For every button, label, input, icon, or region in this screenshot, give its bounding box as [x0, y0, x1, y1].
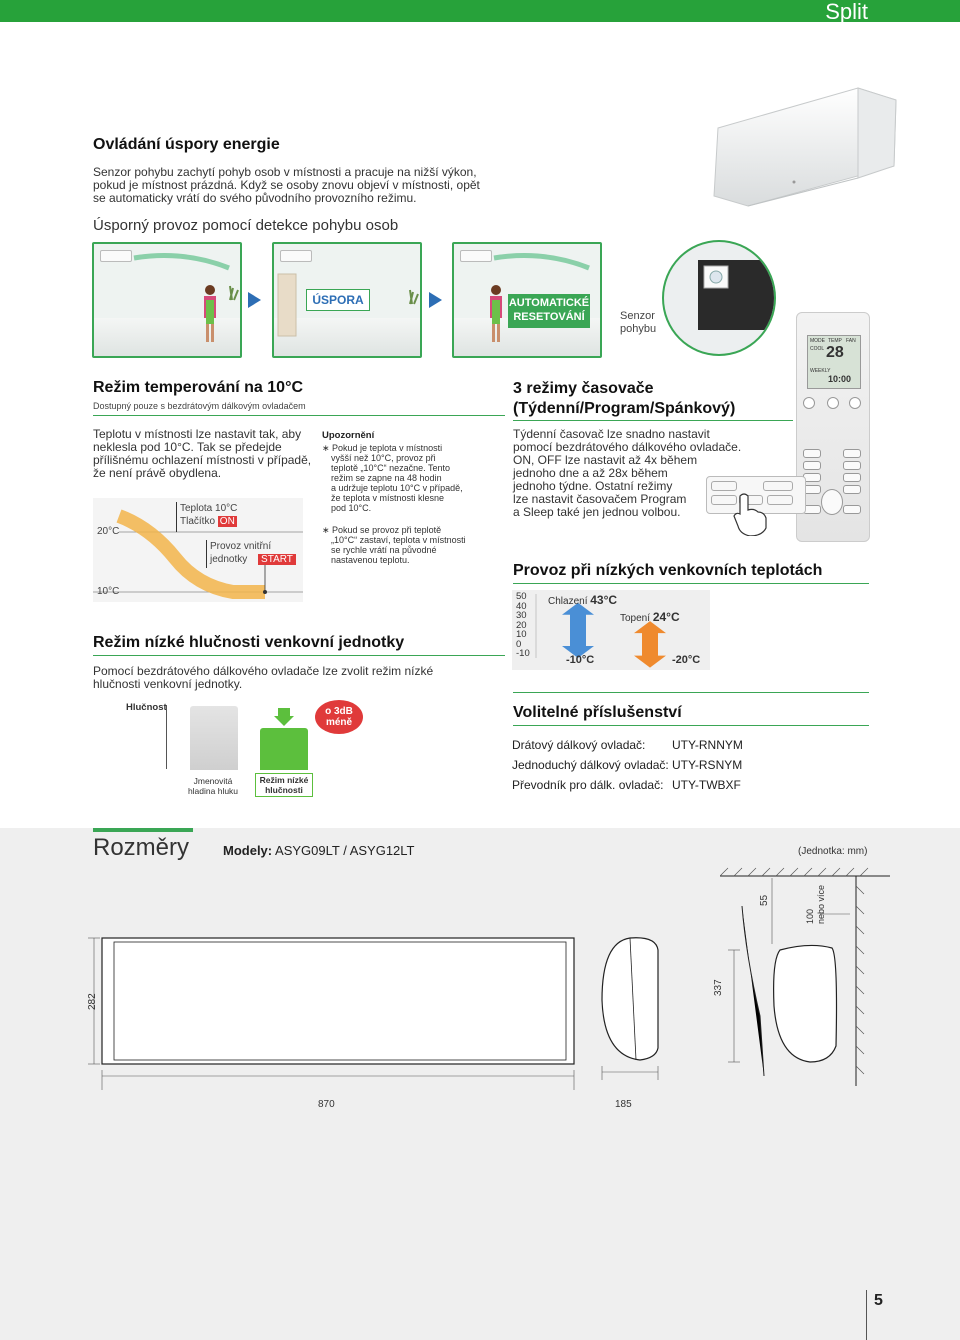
- heating10-title: Režim temperování na 10°C: [93, 379, 304, 396]
- warning-line: že teplota v místnosti klesne: [331, 493, 445, 503]
- arrow-right-icon: [248, 292, 261, 308]
- low-noise-desc-line: hlučnosti venkovní jednotky.: [93, 677, 243, 691]
- heat-max: 24°C: [652, 610, 680, 624]
- arrow-right-icon: [429, 292, 442, 308]
- warning-line: nastavenou teplotu.: [331, 555, 410, 565]
- remote-clock: 10:00: [828, 374, 852, 384]
- remote-fan: FAN: [846, 338, 856, 344]
- remote-weekly: WEEKLY: [810, 368, 831, 374]
- indoor-unit-image: [708, 78, 898, 213]
- down-arrow-icon: [274, 708, 294, 726]
- heating10-desc-line: přílišnému ochlazení místnosti v případě,: [93, 453, 312, 467]
- heating10-desc-line: Teplotu v místnosti lze nastavit tak, aby: [93, 427, 302, 441]
- dim-width: 870: [318, 1099, 335, 1110]
- cool-min: -10°C: [566, 654, 595, 666]
- warning-line: teplotě „10°C“ nezačne. Tento: [331, 463, 451, 473]
- low-noise-label: [255, 773, 313, 797]
- remote-temp: TEMP: [828, 338, 842, 344]
- timer-title-line: (Týdenní/Program/Spánkový): [513, 400, 736, 417]
- low-noise-label-line: hlučnosti: [265, 785, 303, 795]
- divider: [513, 420, 793, 421]
- badge-line: méně: [325, 717, 353, 728]
- divider: [93, 415, 505, 416]
- models-value: ASYG09LT / ASYG12LT: [275, 843, 415, 858]
- energy-desc-line: pokud je místnost prázdná. Když se osoby znovu objeví v místnosti, opět: [93, 178, 480, 192]
- timer-desc-line: ON, OFF lze nastavit až 4x během: [513, 453, 698, 467]
- front-view-drawing: [84, 930, 584, 1120]
- low-noise-title: Režim nízké hlučnosti venkovní jednotky: [93, 634, 405, 651]
- low-temp-title: Provoz při nízkých venkovních teplotách: [513, 562, 823, 579]
- timer-title: [513, 379, 735, 419]
- heat-min: -20°C: [672, 654, 701, 666]
- warning-line: pod 10°C.: [331, 503, 372, 513]
- warning-line: „10°C“ zastaví, teplota v místnosti: [331, 535, 466, 545]
- header-bar: [0, 0, 960, 22]
- models-line: [223, 843, 415, 858]
- motion-sensor-closeup: [662, 240, 776, 356]
- nominal-noise-bar: [190, 706, 238, 770]
- tick-label: 30: [516, 610, 527, 621]
- remote-mode: MODE: [810, 338, 825, 344]
- remote-control-image: [796, 312, 870, 542]
- dim-depth: 185: [615, 1099, 632, 1110]
- run-label-line: Provoz vnitřní: [210, 541, 272, 552]
- remote-display: MODE TEMP FAN COOL 28 WEEKLY 10:00: [807, 335, 861, 389]
- accessories-list: [512, 735, 743, 795]
- warning-line: ∗ Pokud je teplota v místnosti: [322, 443, 443, 453]
- warning-line: vyšší než 10°C, provoz při: [331, 453, 436, 463]
- list-item: Převodník pro dálk. ovladač: UTY-TWBXF: [512, 778, 741, 792]
- sensor-label-line: Senzor: [620, 310, 655, 322]
- brand-title: Split: [825, 0, 868, 24]
- dim-side-gap-line: 100: [805, 908, 815, 924]
- dim-side-gap: [805, 885, 827, 924]
- auto-reset-line: AUTOMATICKÉ: [508, 297, 590, 309]
- divider: [513, 692, 869, 693]
- heating10-desc-line: že není právě obydlena.: [93, 466, 222, 480]
- tick-label: 50: [516, 591, 527, 602]
- tick-label: 0: [516, 638, 522, 650]
- timer-desc: [513, 428, 753, 519]
- sensor-label-line: pohybu: [620, 323, 657, 335]
- cool-label: Chlazení 43°C: [548, 593, 618, 607]
- low-noise-desc: [93, 665, 493, 691]
- run-label-line: jednotky: [210, 554, 248, 565]
- list-item: Jednoduchý dálkový ovladač: UTY-RSNYM: [512, 758, 743, 772]
- temp-label-box: [176, 502, 240, 532]
- warning-text-2: [322, 525, 492, 565]
- heat-label: Topení 24°C: [620, 610, 680, 624]
- divider: [513, 583, 869, 584]
- auto-reset-label: [508, 294, 590, 328]
- low-noise-desc-line: Pomocí bezdrátového dálkového ovladače lze zvolit režim nízké: [93, 664, 434, 678]
- heating10-desc-line: neklesla pod 10°C. Tak se předejde: [93, 440, 282, 454]
- timer-desc-line: Týdenní časovač lze snadno nastavit: [513, 427, 710, 441]
- warning-title: Upozornění: [322, 430, 375, 441]
- remote-cool: COOL: [810, 346, 825, 352]
- low-noise-label-line: Režim nízké: [259, 775, 309, 785]
- timer-title-line: 3 režimy časovače: [513, 380, 654, 397]
- dim-side-gap-line: nebo více: [816, 884, 826, 924]
- saving-label: ÚSPORA: [306, 289, 370, 311]
- operating-range-chart: [512, 590, 710, 670]
- tick-label: -10: [516, 648, 530, 659]
- nominal-label-line: hladina hluku: [187, 786, 239, 796]
- tick-label: 40: [516, 600, 527, 612]
- timer-desc-line: pomocí bezdrátového dálkového ovladače.: [513, 440, 742, 454]
- section-accent: [93, 828, 193, 832]
- start-badge: START: [258, 554, 296, 565]
- energy-desc-line: Senzor pohybu zachytí pohyb osob v místnosti a pracuje na nižší výkon,: [93, 165, 477, 179]
- timer-desc-line: jednoho dne a až 28x během: [513, 466, 668, 480]
- sensor-label: [620, 310, 656, 336]
- warning-line: ∗ Pokud se provoz při teplotě: [322, 525, 442, 535]
- accessories-title: Volitelné příslušenství: [513, 704, 682, 721]
- cooling-range-arrow: [562, 603, 594, 658]
- energy-saving-title: Ovládání úspory energie: [93, 136, 280, 153]
- heating10-subtitle: Dostupný pouze s bezdrátovým dálkovým ovladačem: [93, 401, 306, 411]
- dim-top-gap: 55: [759, 894, 770, 906]
- heating-range-arrow: [634, 621, 666, 668]
- list-item: Drátový dálkový ovladač: UTY-RNNYM: [512, 738, 743, 752]
- nominal-label: [180, 776, 246, 796]
- run-label-box: [206, 540, 302, 568]
- divider: [93, 655, 505, 656]
- energy-saving-desc: [93, 166, 513, 205]
- dimensions-title: Rozměry: [93, 834, 190, 861]
- noise-axis-label: Hlučnost: [126, 702, 167, 713]
- axis-10c: 10°C: [97, 586, 120, 597]
- page-number: 5: [874, 1292, 883, 1309]
- heating10-desc: [93, 428, 313, 480]
- timer-desc-line: lze nastavit časovačem Program: [513, 492, 687, 506]
- warning-line: a udržuje teplotu 10°C v případě,: [331, 483, 463, 493]
- page-number-box: [866, 1290, 960, 1340]
- timer-desc-line: a Sleep také jen jednou volbou.: [513, 505, 681, 519]
- tick-label: 20: [516, 619, 527, 631]
- side-view-drawing: [596, 930, 676, 1080]
- unit-label: (Jednotka: mm): [798, 846, 868, 857]
- models-label: Modely:: [223, 843, 273, 858]
- energy-desc-line: se automaticky vrátí do svého původního provozního režimu.: [93, 191, 417, 205]
- dim-side-height: 337: [713, 979, 724, 996]
- on-badge: ON: [219, 516, 235, 527]
- auto-reset-line: RESETOVÁNÍ: [513, 311, 585, 323]
- energy-saving-subtitle: Úsporný provoz pomocí detekce pohybu osob: [93, 217, 399, 234]
- divider: [513, 725, 869, 726]
- noise-reduction-badge: [315, 700, 363, 734]
- low-noise-bar: [260, 728, 308, 770]
- cool-max: 43°C: [590, 593, 618, 607]
- temp-label: Teplota 10°C: [180, 503, 238, 514]
- timer-desc-line: jednoho týdne. Ostatní režimy: [513, 479, 673, 493]
- warning-text-1: [322, 443, 492, 513]
- badge-line: o 3dB: [325, 706, 353, 717]
- button-label: Tlačítko: [180, 516, 216, 527]
- dim-height: 282: [87, 993, 98, 1010]
- warning-line: režim se zapne na 48 hodin: [331, 473, 442, 483]
- warning-line: se rychle vrátí na původné: [331, 545, 437, 555]
- axis-20c: 20°C: [97, 526, 120, 537]
- scene-panel-occupied: [92, 242, 242, 358]
- tick-label: 10: [516, 629, 527, 640]
- nominal-label-line: Jmenovitá: [193, 776, 233, 786]
